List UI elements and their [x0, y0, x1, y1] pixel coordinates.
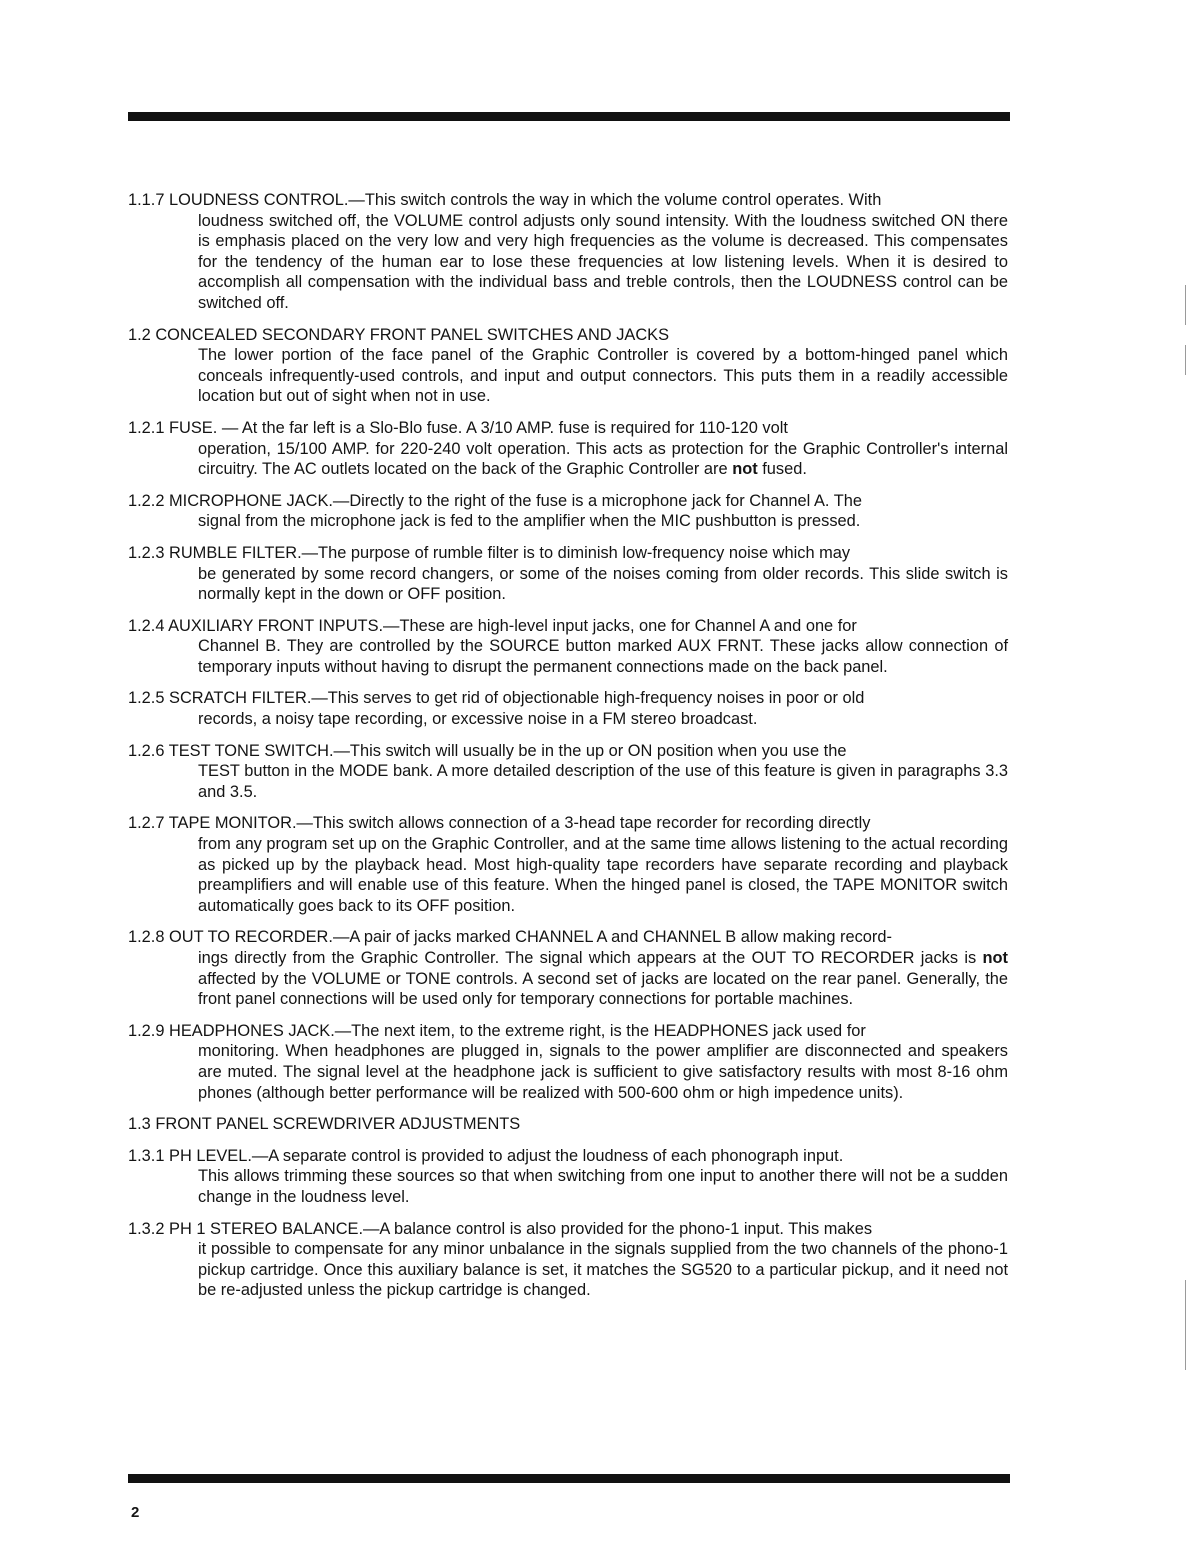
- scan-edge-mark: [1185, 345, 1186, 375]
- paragraph-1-3-2: [128, 1219, 1008, 1301]
- paragraph-body: from any program set up on the Graphic Controller, and at the same time allows listening to the actual recording as picked up by the playback head. Most high-quality tape recorders have separate recording and playback preamplifiers and will enable use of this feature. When the hinged panel is closed, the TAPE MONITOR switch automatically goes back to its OFF position.: [198, 835, 1008, 915]
- emphasis-text: not: [982, 949, 1008, 967]
- paragraph-1-2-2: [128, 491, 1008, 532]
- paragraph-heading-line: 1.2.8 OUT TO RECORDER.—A pair of jacks marked CHANNEL A and CHANNEL B allow making record-: [128, 928, 892, 947]
- paragraph-1-2-9: [128, 1021, 1008, 1103]
- paragraph-heading-line: 1.3.2 PH 1 STEREO BALANCE.—A balance control is also provided for the phono-1 input. This makes: [128, 1219, 873, 1238]
- document-body: [128, 190, 1008, 1312]
- paragraph-body: This allows trimming these sources so that when switching from one input to another there will not be a sudden change in the loudness level.: [198, 1167, 1008, 1206]
- paragraph-heading-line: 1.2.3 RUMBLE FILTER.—The purpose of rumble filter is to diminish low-frequency noise which may: [128, 543, 851, 562]
- paragraph-1-2-3: [128, 543, 1008, 605]
- paragraph-body: loudness switched off, the VOLUME control adjusts only sound intensity. With the loudness switched ON there is emphasis placed on the very low and very high frequencies as the volume is decreased. This compensates for the tendency of the human ear to lose these frequencies at low listening levels. When it is desired to accomplish all compensation with the individual bass and treble controls, then the LOUDNESS control can be switched off.: [198, 211, 1008, 312]
- paragraph-1-2-1: [128, 418, 1008, 480]
- paragraph-1-2-7: [128, 813, 1008, 916]
- paragraph-body: records, a noisy tape recording, or excessive noise in a FM stereo broadcast.: [198, 710, 758, 729]
- paragraph-heading-line: 1.3.1 PH LEVEL.—A separate control is provided to adjust the loudness of each phonograph input.: [128, 1146, 844, 1165]
- paragraph-heading-line: 1.2.9 HEADPHONES JACK.—The next item, to the extreme right, is the HEADPHONES jack used for: [128, 1021, 866, 1040]
- paragraph-1-2-6: [128, 741, 1008, 803]
- paragraph-heading-line: 1.2.1 FUSE. — At the far left is a Slo-Blo fuse. A 3/10 AMP. fuse is required for 110-120 volt: [128, 418, 788, 437]
- emphasis-text: not: [732, 460, 758, 479]
- paragraph-body: be generated by some record changers, or some of the noises coming from older records. This slide switch is normally kept in the down or OFF position.: [198, 564, 1008, 604]
- paragraph-1-1-7: [128, 190, 1008, 314]
- body-text: fused.: [762, 460, 807, 479]
- paragraph-body: [128, 948, 1008, 1010]
- paragraph-heading-line: 1.2.2 MICROPHONE JACK.—Directly to the right of the fuse is a microphone jack for Channel A. The: [128, 491, 862, 510]
- bottom-rule: [128, 1474, 1010, 1483]
- paragraph-body: [128, 439, 1008, 480]
- section-1-3: [128, 1114, 1008, 1135]
- paragraph-1-3-1: [128, 1146, 1008, 1208]
- paragraph-body: TEST button in the MODE bank. A more detailed description of the use of this feature is given in paragraphs 3.3 and 3.5.: [198, 762, 1008, 801]
- paragraph-heading-line: 1.2.5 SCRATCH FILTER.—This serves to get rid of objectionable high-frequency noises in poor or old: [128, 689, 865, 708]
- scan-edge-mark: [1185, 285, 1186, 325]
- body-text: ings directly from the Graphic Controller. The signal which appears at the OUT TO RECORDER jacks is: [198, 949, 977, 967]
- paragraph-heading-line: 1.2.7 TAPE MONITOR.—This switch allows connection of a 3-head tape recorder for recording directly: [128, 814, 871, 833]
- paragraph-body: The lower portion of the face panel of the Graphic Controller is covered by a bottom-hinged panel which conceals infrequently-used controls, and input and output connectors. This puts them in a readily accessible location but out of sight when not in use.: [198, 346, 1008, 406]
- paragraph-body: Channel B. They are controlled by the SOURCE button marked AUX FRNT. These jacks allow connection of temporary inputs without having to disrupt the permanent connections made on the back panel.: [198, 637, 1008, 676]
- paragraph-body: monitoring. When headphones are plugged in, signals to the power amplifier are disconnected and speakers are muted. The signal level at the headphone jack is sufficient to give satisfactory results with most 8-16 ohm phones (although better performance will be realized with 500-600 ohm or high impedence units).: [198, 1042, 1008, 1102]
- page-number: 2: [131, 1504, 140, 1521]
- paragraph-body: signal from the microphone jack is fed to the amplifier when the MIC pushbutton is pressed.: [198, 512, 861, 531]
- paragraph-heading-line: 1.1.7 LOUDNESS CONTROL.—This switch controls the way in which the volume control operates. With: [128, 191, 882, 209]
- top-rule: [128, 112, 1010, 121]
- paragraph-body: it possible to compensate for any minor unbalance in the signals supplied from the two channels of the phono-1 pickup cartridge. Once this auxiliary balance is set, it matches the SG520 to a particular pickup, and it need not be re-adjusted unless the pickup cartridge is changed.: [198, 1240, 1008, 1300]
- paragraph-heading-line: 1.2.4 AUXILIARY FRONT INPUTS.—These are high-level input jacks, one for Channel A and one for: [128, 616, 857, 635]
- paragraph-1-2-5: [128, 688, 1008, 729]
- section-1-2: [128, 325, 1008, 407]
- section-heading: 1.2 CONCEALED SECONDARY FRONT PANEL SWITCHES AND JACKS: [128, 325, 670, 344]
- scan-edge-mark: [1185, 1280, 1186, 1370]
- paragraph-heading-line: 1.2.6 TEST TONE SWITCH.—This switch will usually be in the up or ON position when you use the: [128, 741, 847, 760]
- section-heading: 1.3 FRONT PANEL SCREWDRIVER ADJUSTMENTS: [128, 1115, 521, 1134]
- body-text: operation, 15/100 AMP. for 220-240 volt operation. This acts as protection for the Graphic Controller's internal circuitry. The AC outlets located on the back of the Graphic Controller are: [198, 439, 1008, 479]
- paragraph-1-2-8: [128, 927, 1008, 1009]
- body-text: affected by the VOLUME or TONE controls. A second set of jacks are located on the rear panel. Generally, the front panel connections will be used only for temporary connections for portable machines.: [198, 969, 1008, 1009]
- paragraph-1-2-4: [128, 616, 1008, 678]
